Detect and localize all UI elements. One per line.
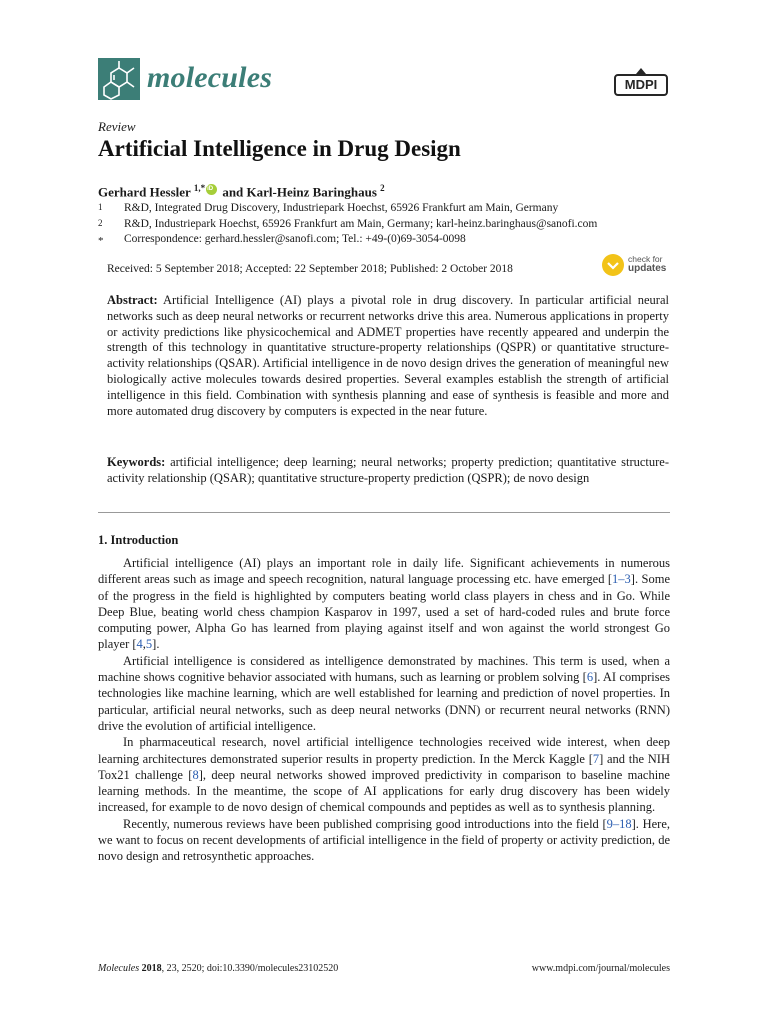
footer-journal: Molecules	[98, 963, 140, 974]
abstract-label: Abstract:	[107, 293, 158, 307]
paragraph	[98, 653, 670, 734]
introduction-body	[98, 555, 670, 865]
citation-link[interactable]: 1–3	[612, 572, 631, 587]
paragraph-text: Artificial intelligence (AI) plays an important role in daily life. Significant achievements in numerous different areas such as image and speech recognition, natural language processing etc. have emerged [	[98, 556, 670, 587]
paragraph-text: Recently, numerous reviews have been published comprising good introductions into the field [	[123, 816, 607, 831]
paragraph-text: ,	[142, 637, 146, 652]
author-name: and Karl-Heinz Baringhaus	[222, 184, 377, 200]
paragraph	[98, 816, 670, 865]
footer-doi: , 23, 2520; doi:10.3390/molecules23102520	[161, 963, 339, 974]
citation-link[interactable]: 7	[592, 751, 600, 766]
keywords-text: artificial intelligence; deep learning; neural networks; property prediction; quantitative structure-activity relationship (QSAR); quantitative structure-property prediction (QSPR); de novo design	[107, 455, 669, 485]
journal-name: molecules	[147, 61, 273, 94]
keywords	[107, 455, 669, 487]
paragraph-text: Artificial intelligence is considered as intelligence demonstrated by machines. This term is used, when a machine shows cognitive behavior associated with humans, such as learning or problem solving [	[98, 653, 670, 685]
mdpi-logo-text: MDPI	[624, 77, 658, 92]
paragraph-text: ]. AI comprises technologies like machine learning, which are well established for learning and prediction of novel properties. In particular, artificial neural networks, such as deep neural networks (DNN) or recurrent neural networks (RNN) drive the evolution of artificial intelligence.	[98, 670, 671, 733]
citation-link[interactable]: 9–18	[606, 816, 632, 831]
abstract-text: Artificial Intelligence (AI) plays a pivotal role in drug discovery. In particular artificial neural networks such as deep neural networks or recurrent networks drive this area. Numerous applications in property or activity predictions like physicochemical and ADMET properties have recently appeared and underpin the strength of this technology in quantitative structure-property relationships (QSPR) or quantitative structure-activity relationships (QSAR). Artificial intelligence in de novo design drives the generation of meaningful new biologically active molecules towards desired properties. Several examples establish the strength of artificial intelligence in this field. Combination with synthesis planning and ease of synthesis is feasible and more and more automated drug discovery by computers is expected in the near future.	[107, 293, 669, 418]
article-type: Review	[98, 119, 136, 134]
article-title: Artificial Intelligence in Drug Design	[98, 136, 461, 161]
footer-year: 2018	[141, 963, 162, 974]
orcid-icon[interactable]	[206, 184, 217, 195]
check-for-updates-badge[interactable]	[602, 253, 674, 279]
author-list	[98, 179, 385, 201]
paragraph-text: ], deep neural networks showed improved predictivity in comparison to baseline machine learning methods. In the meantime, the scope of AI applications for early drug discovery has been widely increased, for example to de novo design of chemical compounds and peptides as well as to synthesis planning.	[98, 767, 670, 815]
affiliation-marker: 1	[98, 202, 103, 212]
abstract	[107, 293, 669, 419]
paragraph-text: In pharmaceutical research, novel artificial intelligence technologies received wide interest, when deep learning architectures demonstrated superior results in property prediction. In the Merck Kaggle [	[98, 735, 670, 766]
section-divider	[98, 512, 670, 513]
section-heading: 1. Introduction	[98, 533, 179, 547]
affiliation-list	[98, 201, 597, 250]
author-affiliation-marker: 2	[380, 183, 385, 193]
citation-link[interactable]: 6	[586, 670, 594, 685]
paragraph-text: ]. Some of the progress in the field is highlighted by computers beating world class players in chess and in Go. While Deep Blue, beating world chess champion Kasparov in 1997, used a set of hard-coded rules and brute force computing power, Alpha Go has learned from playing against itself and won against the world strongest Go player [	[98, 572, 670, 652]
affiliation-item	[98, 201, 597, 217]
molecule-icon	[98, 58, 140, 100]
check-updates-icon	[602, 254, 624, 276]
correspondence-text: Correspondence: gerhard.hessler@sanofi.com; Tel.: +49-(0)69-3054-0098	[124, 233, 466, 245]
affiliation-item	[98, 232, 597, 250]
publication-dates: Received: 5 September 2018; Accepted: 22 September 2018; Published: 2 October 2018	[107, 263, 513, 275]
citation-link[interactable]: 5	[145, 637, 153, 652]
affiliation-text: R&D, Integrated Drug Discovery, Industriepark Hoechst, 65926 Frankfurt am Main, Germany	[124, 202, 559, 214]
affiliation-marker: 2	[98, 217, 103, 228]
citation-link[interactable]: 4	[136, 637, 143, 652]
affiliation-text: R&D, Industriepark Hoechst, 65926 Frankfurt am Main, Germany; karl-heinz.baringhaus@sanofi.com	[124, 217, 598, 230]
footer-url[interactable]: www.mdpi.com/journal/molecules	[531, 963, 670, 974]
author-affiliation-marker: 1,*	[193, 183, 206, 193]
keywords-label: Keywords:	[107, 455, 166, 469]
paragraph-text: ]. Here, we want to focus on recent developments of artificial intelligence in the field of property or activity prediction, de novo design and retrosynthetic approaches.	[98, 816, 670, 864]
paragraph-text: ].	[152, 637, 160, 652]
mdpi-logo[interactable]	[614, 70, 670, 100]
affiliation-marker: *	[98, 235, 104, 247]
paragraph-text: ] and the NIH Tox21 challenge [	[98, 751, 670, 782]
paragraph	[98, 555, 670, 653]
check-updates-label: check for	[628, 254, 663, 264]
check-updates-label-strong: updates	[628, 263, 667, 274]
citation-link[interactable]: 8	[192, 767, 199, 782]
author-name: Gerhard Hessler	[98, 184, 191, 200]
paragraph	[98, 734, 670, 815]
affiliation-item	[98, 217, 597, 233]
footer-citation	[98, 963, 338, 974]
